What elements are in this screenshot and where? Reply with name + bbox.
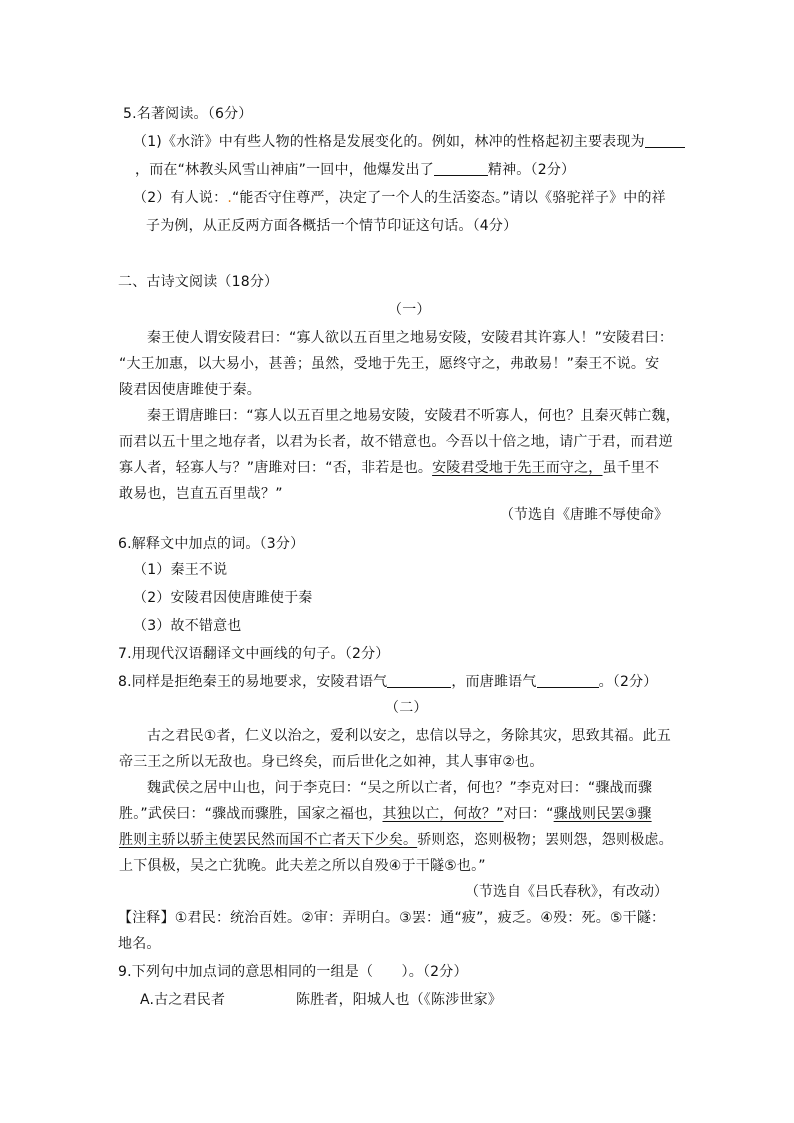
- text2-line1: 古之君民①者，仁义以治之，爱利以安之，忠信以导之，务除其灾，思致其福。此五: [147, 728, 671, 744]
- text1-line4: 秦王谓唐雎曰：“寡人以五百里之地易安陵，安陵君不听寡人，何也？且秦灭韩亡魏，: [147, 408, 680, 424]
- underlined-sentence-3b: 胜则主骄以骄主使罢民然而国不亡者天下少矣。: [119, 832, 418, 848]
- text1-line6: [119, 458, 659, 478]
- underlined-sentence-1: 安陵君受地于先王而守之，: [432, 460, 603, 476]
- answer-blank-3[interactable]: [387, 673, 451, 688]
- q8-line: [118, 672, 657, 692]
- q7-title: 7.用现代汉语翻译文中画线的句子。（2分）: [118, 646, 390, 662]
- section2-title: 二、古诗文阅读（18分）: [118, 274, 279, 290]
- q8-text-a: 8.同样是拒绝秦王的易地要求，安陵君语气: [118, 674, 388, 690]
- q5-part2-line1: [133, 188, 666, 208]
- part2-heading: （二）: [385, 700, 428, 716]
- q6-item-2: （2）安陵君因使唐雎使于秦: [133, 590, 313, 606]
- answer-blank-2[interactable]: [434, 161, 488, 176]
- text2-line4-b: 对曰：“: [503, 806, 554, 822]
- q5-part1-text: （1)《水浒》中有些人物的性格是发展变化的。例如，林冲的性格起初主要表现为: [133, 134, 645, 150]
- annotation-line1: 【注释】①君民：统治百姓。②审：弄明白。③罢：通“疲”，疲乏。④殁：死。⑤干隧：: [118, 910, 666, 926]
- text2-line2: 帝三王之所以无敌也。身已终矣，而后世化之如神，其人事审②也。: [119, 754, 544, 770]
- underlined-sentence-3a: 骤战则民罢③骤: [553, 806, 652, 822]
- q5-part1-line2: [135, 160, 575, 180]
- text2-line6: 上下俱极，吴之亡犹晚。此夫差之所以自殁④于干隧⑤也。”: [119, 858, 486, 874]
- q5-part1-text-b: 精神。（2分）: [487, 162, 576, 178]
- q6-title: 6.解释文中加点的词。（3分）: [118, 536, 305, 552]
- emphasis-dot: .: [227, 190, 232, 206]
- text2-line4: [119, 804, 652, 824]
- q9-option-a-right: 陈胜者，阳城人也（《陈涉世家》: [296, 992, 502, 1008]
- underlined-sentence-2: 其独以亡，何故？”: [382, 806, 504, 822]
- text2-line5-b: 骄则恣，恣则极物；罢则怨，怨则极虑。: [417, 832, 673, 848]
- answer-blank-4[interactable]: [537, 673, 599, 688]
- q5-part2-text-b: “能否守住尊严，决定了一个人的生活姿态。”请以《骆驼祥子》中的祥: [231, 190, 666, 206]
- q6-item-1: （1）秦王不说: [133, 562, 228, 578]
- text1-line7: 敢易也，岂直五百里哉？”: [119, 486, 283, 502]
- text1-line6-b: 虽千里不: [602, 460, 660, 476]
- q5-part1-text-a: ，而在“林教头风雪山神庙”一回中，他爆发出了: [135, 162, 434, 178]
- text1-line3: 陵君因使唐雎使于秦。: [119, 382, 261, 398]
- text2-line5: [119, 830, 673, 850]
- q6-item-3: （3）故不错意也: [133, 618, 242, 634]
- q9-title: 9.下列句中加点词的意思相同的一组是（ ）。（2分）: [118, 964, 468, 980]
- q5-part2-line2: 子为例，从正反两方面各概括一个情节印证这句话。（4分）: [146, 218, 518, 234]
- text1-line5: 而君以五十里之地存者，以君为长者，故不错意也。今吾以十倍之地，请广于君，而君逆: [119, 434, 673, 450]
- text2-line4-a: 胜。”武侯曰：“骤战而骤胜，国家之福也，: [119, 806, 383, 822]
- annotation-line2: 地名。: [118, 936, 161, 952]
- part1-heading: （一）: [388, 302, 431, 318]
- q5-part1-line1: [133, 132, 685, 152]
- q8-text-b: ，而唐雎语气: [451, 674, 537, 690]
- text2-line3: 魏武侯之居中山也，问于李克曰：“吴之所以亡者，何也？”李克对曰：“骤战而骤: [147, 780, 653, 796]
- text1-line1: 秦王使人谓安陵君曰：“寡人欲以五百里之地易安陵，安陵君其许寡人！”安陵君曰：: [147, 330, 674, 346]
- q5-part2-text-a: （2）有人说：: [133, 190, 228, 206]
- text1-line6-a: 寡人者，轻寡人与？”唐雎对曰：“否，非若是也。: [119, 460, 433, 476]
- answer-blank-1[interactable]: [645, 133, 685, 148]
- text1-line2: “大王加惠，以大易小，甚善；虽然，受地于先王，愿终守之，弗敢易！”秦王不说。安: [119, 356, 660, 372]
- q8-text-c: 。（2分）: [598, 674, 658, 690]
- q5-title: 5.名著阅读。（6分）: [123, 106, 253, 122]
- q9-option-a-left: A.古之君民者: [140, 992, 226, 1008]
- text1-source: （节选自《唐雎不辱使命》: [500, 507, 668, 523]
- text2-source: （节选自《吕氏春秋》，有改动）: [465, 884, 668, 900]
